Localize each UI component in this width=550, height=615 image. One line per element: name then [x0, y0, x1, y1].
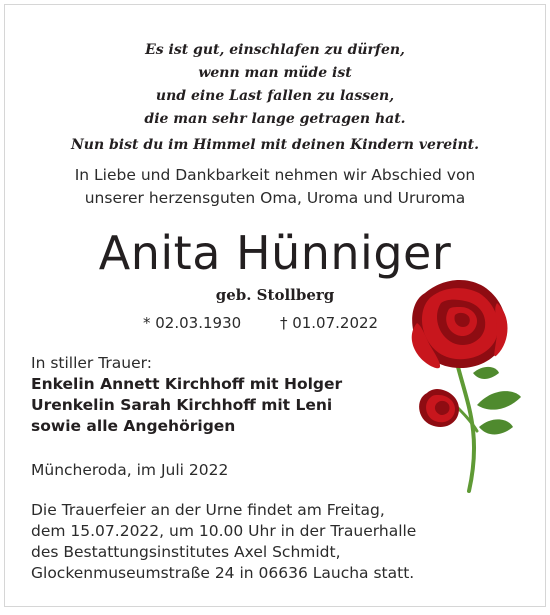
service-line: Glockenmuseumstraße 24 in 06636 Laucha statt. [31, 564, 415, 582]
rose-illustration [397, 263, 546, 493]
poem [5, 39, 545, 131]
leaf-icon [477, 391, 521, 410]
death-date: † 01.07.2022 [279, 314, 379, 332]
intro-line: In Liebe und Dankbarkeit nehmen wir Abschied von [74, 166, 476, 184]
deceased-name: Anita Hünniger [98, 226, 452, 280]
obituary-notice [4, 4, 546, 607]
poem-line: die man sehr lange getragen hat. [144, 111, 406, 127]
small-rose-icon [419, 389, 459, 427]
intro-line: unserer herzensguten Oma, Uroma und Ururoma [84, 189, 466, 207]
life-dates [143, 312, 378, 334]
service-line: des Bestattungsinstitutes Axel Schmidt, [31, 543, 341, 561]
maiden-name: geb. Stollberg [215, 286, 335, 304]
leaf-icon [479, 419, 513, 434]
intro-text [5, 164, 545, 210]
mourners-heading: In stiller Trauer: [31, 354, 152, 372]
large-rose-icon [412, 280, 508, 368]
poem-line: Es ist gut, einschlafen zu dürfen, [145, 42, 405, 58]
poem-line: wenn man müde ist [198, 65, 352, 81]
mourner-line: Enkelin Annett Kirchhoff mit Holger [31, 375, 343, 393]
service-line: Die Trauerfeier an der Urne findet am Freitag, [31, 501, 385, 519]
mourner-line: Urenkelin Sarah Kirchhoff mit Leni [31, 396, 333, 414]
service-info [31, 500, 416, 584]
leaf-icon [473, 367, 499, 379]
mourner-line: sowie alle Angehörigen [31, 417, 236, 435]
rose-stem [457, 363, 474, 491]
poem-line: und eine Last fallen zu lassen, [155, 88, 395, 104]
closing-quote: Nun bist du im Himmel mit deinen Kindern vereint. [70, 137, 480, 153]
mourners [31, 353, 342, 437]
birth-date: * 02.03.1930 [143, 314, 242, 332]
service-line: dem 15.07.2022, um 10.00 Uhr in der Trauerhalle [31, 522, 417, 540]
place-date: Müncheroda, im Juli 2022 [31, 461, 229, 479]
